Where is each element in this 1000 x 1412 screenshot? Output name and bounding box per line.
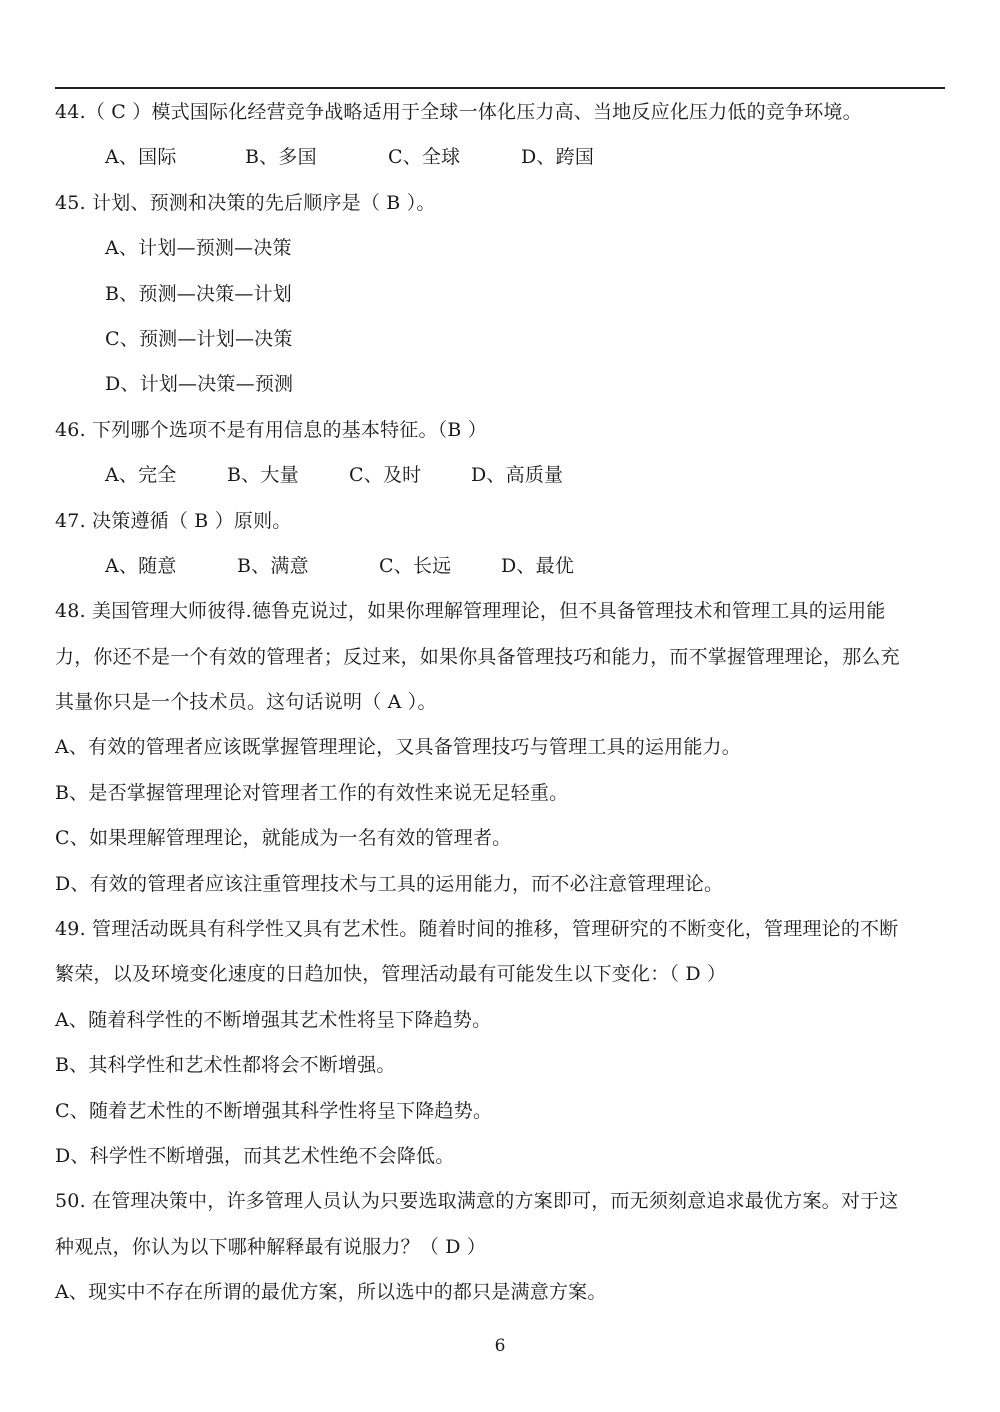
question-50-stem-line-2: 种观点，你认为以下哪种解释最有说服力？（ D ） bbox=[55, 1235, 487, 1258]
question-50-stem-line-1: 50. 在管理决策中，许多管理人员认为只要选取满意的方案即可，而无须刻意追求最优方案。对于这 bbox=[55, 1190, 899, 1213]
option-d: D、最优 bbox=[501, 554, 575, 577]
option-c: C、如果理解管理理论，就能成为一名有效的管理者。 bbox=[55, 827, 512, 850]
option-d: D、高质量 bbox=[471, 464, 564, 487]
option-c: C、全球 bbox=[388, 146, 461, 169]
option-d: D、计划—决策—预测 bbox=[105, 373, 294, 396]
question-45-stem: 45. 计划、预测和决策的先后顺序是（ B ）。 bbox=[55, 191, 436, 214]
option-d: D、跨国 bbox=[521, 146, 595, 169]
question-46-stem: 46. 下列哪个选项不是有用信息的基本特征。（B ） bbox=[55, 418, 487, 441]
question-49-stem-line-2: 繁荣，以及环境变化速度的日趋加快，管理活动最有可能发生以下变化：（ D ） bbox=[55, 963, 727, 986]
option-a: A、计划—预测—决策 bbox=[105, 237, 292, 260]
option-a: A、国际 bbox=[105, 146, 177, 169]
question-48-stem-line-3: 其量你只是一个技术员。这句话说明（ A ）。 bbox=[55, 691, 437, 714]
document-body bbox=[55, 96, 945, 1322]
option-c: C、及时 bbox=[349, 464, 422, 487]
option-a: A、现实中不存在所谓的最优方案，所以选中的都只是满意方案。 bbox=[55, 1281, 607, 1304]
header-rule bbox=[55, 87, 945, 89]
option-a: A、随意 bbox=[105, 554, 177, 577]
option-c: C、预测—计划—决策 bbox=[105, 327, 293, 350]
question-48-stem-line-2: 力，你还不是一个有效的管理者；反过来，如果你具备管理技巧和能力，而不掌握管理理论，那么充 bbox=[55, 645, 900, 668]
option-a: A、有效的管理者应该既掌握管理理论，又具备管理技巧与管理工具的运用能力。 bbox=[55, 736, 741, 759]
question-48-stem-line-1: 48. 美国管理大师彼得.德鲁克说过，如果你理解管理理论，但不具备管理技术和管理工具的运用能 bbox=[55, 600, 886, 623]
option-b: B、多国 bbox=[245, 146, 317, 169]
option-b: B、是否掌握管理理论对管理者工作的有效性来说无足轻重。 bbox=[55, 781, 569, 804]
option-b: B、大量 bbox=[227, 464, 299, 487]
option-d: D、科学性不断增强，而其艺术性绝不会降低。 bbox=[55, 1144, 455, 1167]
option-b: B、其科学性和艺术性都将会不断增强。 bbox=[55, 1054, 396, 1077]
option-b: B、满意 bbox=[237, 554, 309, 577]
page-number: 6 bbox=[494, 1336, 506, 1356]
question-47-stem: 47. 决策遵循（ B ）原则。 bbox=[55, 509, 292, 532]
question-44-stem: 44.（ C ）模式国际化经营竞争战略适用于全球一体化压力高、当地反应化压力低的竞争环境。 bbox=[55, 101, 862, 123]
question-49-stem-line-1: 49. 管理活动既具有科学性又具有艺术性。随着时间的推移，管理研究的不断变化，管理理论的不断 bbox=[55, 918, 899, 941]
option-c: C、长远 bbox=[379, 554, 452, 577]
option-c: C、随着艺术性的不断增强其科学性将呈下降趋势。 bbox=[55, 1099, 493, 1122]
option-a: A、完全 bbox=[105, 464, 177, 487]
option-a: A、随着科学性的不断增强其艺术性将呈下降趋势。 bbox=[55, 1008, 492, 1031]
question-46-options bbox=[55, 459, 945, 504]
option-b: B、预测—决策—计划 bbox=[105, 282, 292, 305]
option-d: D、有效的管理者应该注重管理技术与工具的运用能力，而不必注意管理理论。 bbox=[55, 872, 724, 895]
question-44-options bbox=[55, 141, 945, 186]
question-47-options bbox=[55, 550, 945, 595]
